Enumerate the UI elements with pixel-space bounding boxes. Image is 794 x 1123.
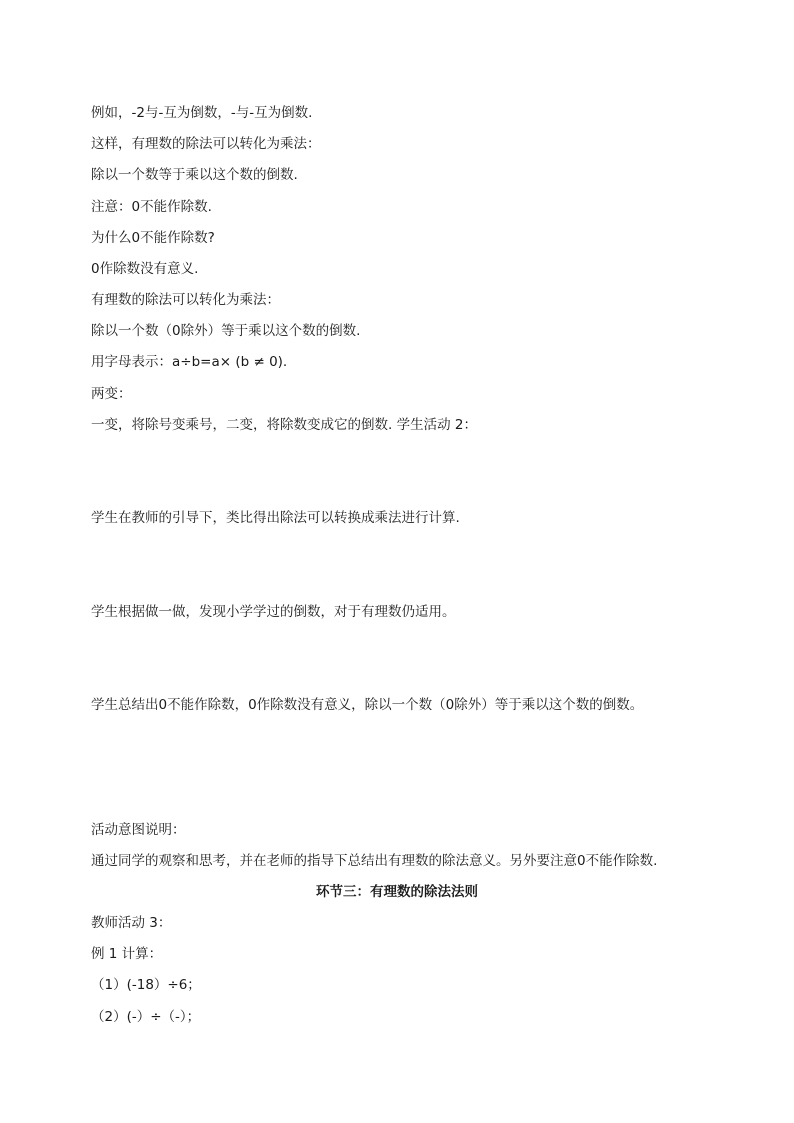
example-item-1: （1）(-18）÷6； — [91, 977, 201, 993]
text-line-11: 一变，将除号变乘号，二变，将除数变成它的倒数. 学生活动 2： — [91, 417, 477, 433]
text-line-12: 学生在教师的引导下，类比得出除法可以转换成乘法进行计算. — [91, 510, 460, 526]
section-heading: 环节三：有理数的除法法则 — [316, 884, 478, 900]
text-line-13: 学生根据做一做，发现小学学过的倒数，对于有理数仍适用。 — [91, 604, 456, 620]
text-line-1: 例如，-2与-互为倒数，-与-互为倒数. — [91, 105, 313, 121]
text-line-3: 除以一个数等于乘以这个数的倒数. — [91, 167, 298, 183]
text-line-7: 有理数的除法可以转化为乘法： — [91, 292, 280, 308]
text-line-5: 为什么0不能作除数? — [91, 230, 215, 246]
text-line-4: 注意：0不能作除数. — [91, 199, 212, 215]
formula-line: 用字母表示：a÷b=a× (b ≠ 0). — [91, 354, 288, 370]
text-line-8: 除以一个数（0除外）等于乘以这个数的倒数. — [91, 323, 361, 339]
example-title: 例 1 计算： — [91, 946, 163, 962]
text-line-18: 教师活动 3： — [91, 915, 172, 931]
text-line-14: 学生总结出0不能作除数，0作除数没有意义，除以一个数（0除外）等于乘以这个数的倒数。 — [91, 697, 644, 713]
text-line-16: 通过同学的观察和思考，并在老师的指导下总结出有理数的除法意义。另外要注意0不能作除数. — [91, 853, 658, 869]
text-line-15: 活动意图说明： — [91, 822, 186, 838]
text-line-6: 0作除数没有意义. — [91, 261, 199, 277]
text-line-2: 这样，有理数的除法可以转化为乘法： — [91, 136, 321, 152]
example-item-2: （2）(-）÷（-）； — [91, 1009, 201, 1025]
text-line-10: 两变： — [91, 386, 132, 402]
